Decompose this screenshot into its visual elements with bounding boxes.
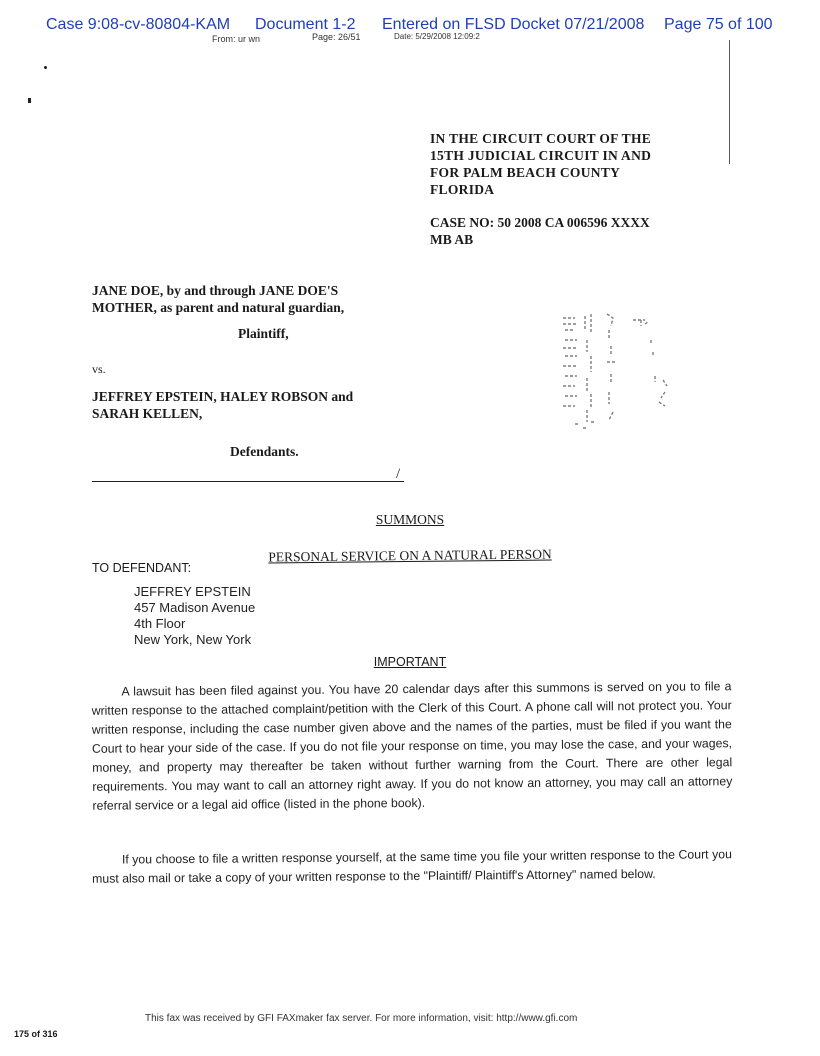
clerk-filing-stamp (555, 300, 685, 450)
defendant-address (134, 584, 255, 648)
summons-title: SUMMONS (375, 512, 445, 527)
address-line: 4th Floor (134, 616, 186, 631)
fax-footer-notice: This fax was received by GFI FAXmaker fax server. For more information, visit: http://www.gfi.com (145, 1013, 578, 1024)
docket-case-number: Case 9:08-cv-80804-KAM (46, 16, 231, 33)
court-line: IN THE CIRCUIT COURT OF THE (430, 131, 652, 146)
address-line: 457 Madison Avenue (134, 600, 256, 615)
page-count: 175 of 316 (14, 1029, 58, 1039)
docket-document-number: Document 1-2 (255, 16, 356, 33)
fax-date: Date: 5/29/2008 12:09:2 (394, 32, 480, 41)
scan-speck (44, 66, 47, 69)
summons-subtitle: PERSONAL SERVICE ON A NATURAL PERSON (268, 546, 552, 565)
defendants-label: Defendants. (230, 444, 299, 459)
fax-page: Page: 26/51 (312, 32, 361, 42)
caption-slash: / (396, 466, 401, 482)
address-line: JEFFREY EPSTEIN (134, 584, 251, 599)
scan-speck (28, 98, 31, 103)
response-paragraph (92, 845, 732, 889)
to-defendant-label: TO DEFENDANT: (92, 561, 192, 575)
notice-paragraph-text: A lawsuit has been filed against you. You have 20 calendar days after this summons is served on you to file a written response to the attached complaint/petition with the Clerk of this Court. A phone call will not protect you. Your written response, including the case number given above and the names of the parties, must be filed if you want the Court to hear your side of the case. If you do not file your response on time, you may lose the case, and your wages, money, and property may thereafter be taken without further warning from the Court. There are other legal requirements. You may want to call an attorney right away. If you do not know an attorney, you may call an attorney referral service or a legal aid office (listed in the phone book). (91, 679, 733, 813)
court-line: FOR PALM BEACH COUNTY (430, 165, 621, 180)
caption-rule (92, 481, 404, 482)
plaintiff-line: JANE DOE, by and through JANE DOE'S (92, 283, 339, 298)
address-line: New York, New York (134, 632, 252, 647)
case-number: CASE NO: 50 2008 CA 006596 XXXX (430, 215, 650, 230)
docket-entered: Entered on FLSD Docket 07/21/2008 (382, 16, 645, 33)
defendants-line: SARAH KELLEN, (92, 406, 203, 421)
court-caption (430, 130, 651, 198)
plaintiff-name (92, 282, 344, 316)
case-number-block (430, 214, 650, 248)
case-number-suffix: MB AB (430, 232, 474, 247)
docket-page: Page 75 of 100 (664, 16, 773, 33)
important-heading: IMPORTANT (373, 655, 447, 669)
plaintiff-line: MOTHER, as parent and natural guardian, (92, 300, 345, 315)
plaintiff-label: Plaintiff, (238, 326, 289, 341)
scan-margin-line (729, 40, 730, 164)
court-line: 15TH JUDICIAL CIRCUIT IN AND (430, 148, 652, 163)
defendants-line: JEFFREY EPSTEIN, HALEY ROBSON and (92, 389, 354, 404)
defendants-names (92, 388, 353, 422)
fax-from: From: ur wn (212, 34, 261, 44)
court-line: FLORIDA (430, 182, 495, 197)
response-paragraph-text: If you choose to file a written response yourself, at the same time you file your written response to the Court you must also mail or take a copy of your written response to the "Plaintiff/ Plaintiff's Attorney" named below. (92, 847, 732, 886)
notice-paragraph (91, 677, 732, 816)
versus: vs. (92, 362, 106, 376)
